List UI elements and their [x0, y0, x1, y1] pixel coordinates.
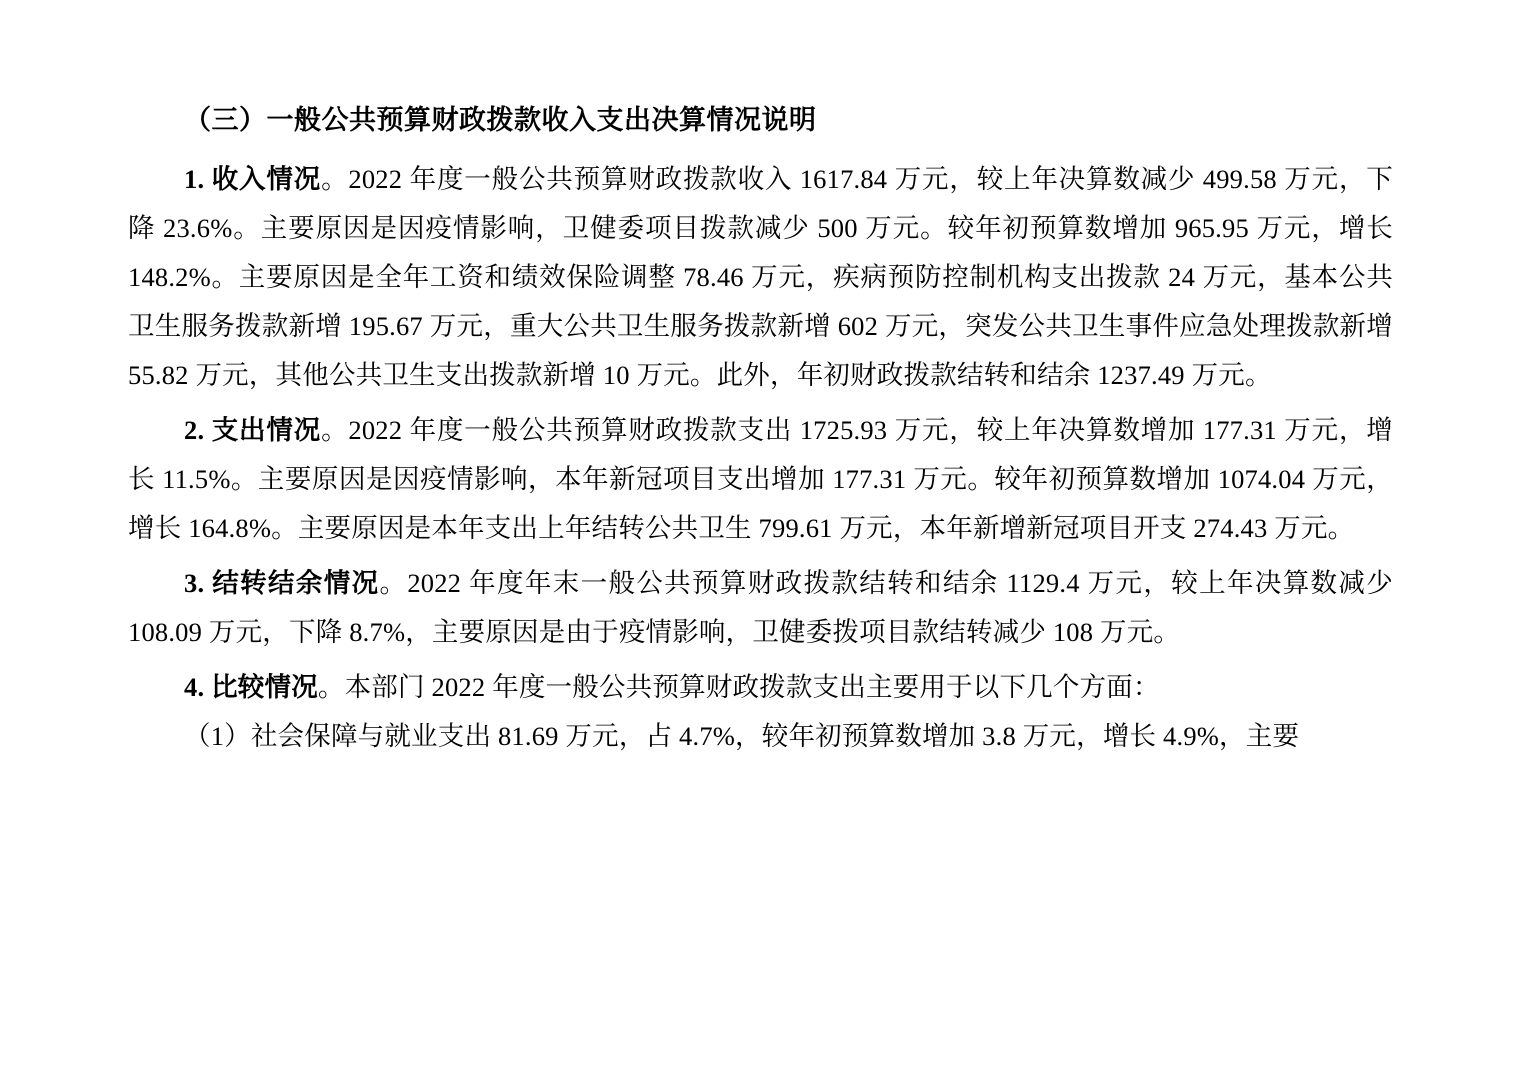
- paragraph-text-item-1: （1）社会保障与就业支出 81.69 万元，占 4.7%，较年初预算数增加 3.8 万元，增长 4.9%，主要: [184, 720, 1300, 751]
- paragraph-income: [128, 155, 1393, 400]
- paragraph-lead-expenditure: 2. 支出情况: [184, 414, 322, 445]
- paragraph-comparison: [128, 663, 1393, 712]
- paragraph-carryover: [128, 559, 1393, 657]
- paragraph-lead-comparison: 4. 比较情况: [184, 671, 318, 702]
- paragraph-text-income: 。2022 年度一般公共预算财政拨款收入 1617.84 万元，较上年决算数减少 499.58 万元，下降 23.6%。主要原因是因疫情影响，卫健委项目拨款减少 500 万元。较年初预算数增加 965.95 万元，增长 148.2%。主要原因是全年工资和绩效保险调整 78.46 万元，疾病预防控制机构支出拨款 24 万元，基本公共卫生服务拨款新增 195.67 万元，重大公共卫生服务拨款新增 602 万元，突发公共卫生事件应急处理拨款新增 55.82 万元，其他公共卫生支出拨款新增 10 万元。此外，年初财政拨款结转和结余 1237.49 万元。: [128, 163, 1394, 390]
- paragraph-expenditure: [128, 406, 1393, 553]
- document-body: [128, 100, 1393, 761]
- page-title: （三）一般公共预算财政拨款收入支出决算情况说明: [184, 105, 817, 135]
- paragraph-text-comparison: 。本部门 2022 年度一般公共预算财政拨款支出主要用于以下几个方面：: [317, 671, 1160, 702]
- paragraph-text-expenditure: 。2022 年度一般公共预算财政拨款支出 1725.93 万元，较上年决算数增加 177.31 万元，增长 11.5%。主要原因是因疫情影响，本年新冠项目支出增加 177.31 万元。较年初预算数增加 1074.04 万元，增长 164.8%。主要原因是本年支出上年结转公共卫生 799.61 万元，本年新增新冠项目开支 274.43 万元。: [128, 414, 1394, 543]
- paragraph-text-carryover: 。2022 年度年末一般公共预算财政拨款结转和结余 1129.4 万元，较上年决算数减少 108.09 万元，下降 8.7%，主要原因是由于疫情影响，卫健委拨项目款结转减少 108 万元。: [128, 567, 1393, 647]
- paragraph-lead-income: 1. 收入情况: [184, 163, 322, 194]
- paragraph-lead-carryover: 3. 结转结余情况: [184, 567, 380, 598]
- paragraph-item-1: [128, 712, 1393, 761]
